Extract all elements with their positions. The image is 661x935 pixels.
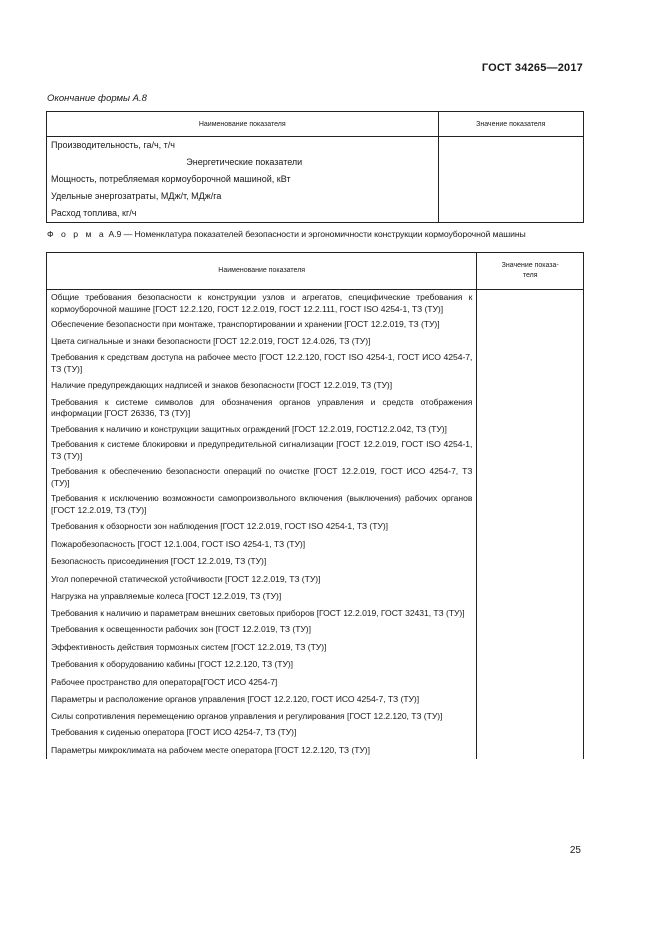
- list-item: Наличие предупреждающих надписей и знаков безопасности [ГОСТ 12.2.019, ТЗ (ТУ)]: [51, 380, 393, 390]
- list-item: Угол поперечной статической устойчивости [ГОСТ 12.2.019, ТЗ (ТУ)]: [51, 573, 321, 584]
- col-name-header: Наименование показателя: [47, 253, 477, 290]
- section-heading: Энергетические показатели: [186, 157, 303, 167]
- table-body-row: [47, 290, 584, 760]
- list-item: Безопасность присоединения [ГОСТ 12.2.019, ТЗ (ТУ)]: [51, 556, 267, 566]
- table-header-row: [47, 112, 584, 137]
- col-value-header-line1: Значение показа-: [501, 262, 559, 269]
- table-row: Производительность, га/ч, т/ч: [51, 140, 175, 150]
- list-item: Требования к системе блокировки и предупредительной сигнализации [ГОСТ 12.2.019, ГОСТ ISO 4254-1, ТЗ (ТУ)]: [51, 439, 473, 461]
- page-number: 25: [569, 845, 581, 856]
- form-a9-table: [46, 252, 584, 759]
- list-item: Цвета сигнальные и знаки безопасности [ГОСТ 12.2.019, ГОСТ 12.4.026, ТЗ (ТУ)]: [51, 335, 371, 346]
- list-item: Эффективность действия тормозных систем [ГОСТ 12.2.019, ТЗ (ТУ)]: [51, 641, 327, 652]
- list-item: Требования к исключению возможности самопроизвольного включения (выключения) рабочих органов [ГОСТ 12.2.019, ТЗ (ТУ)]: [51, 493, 473, 515]
- list-item: Нагрузка на управляемые колеса [ГОСТ 12.2.019, ТЗ (ТУ)]: [51, 591, 282, 601]
- form-a9-caption: [47, 229, 526, 239]
- form-a8-table: [46, 111, 584, 223]
- table-body-row: [47, 137, 584, 223]
- list-item: Силы сопротивления перемещению органов управления и регулирования [ГОСТ 12.2.120, ТЗ (ТУ)]: [51, 710, 443, 721]
- list-item: Требования к оборудованию кабины [ГОСТ 12.2.120, ТЗ (ТУ)]: [51, 659, 293, 669]
- list-item: Требования к обзорности зон наблюдения [ГОСТ 12.2.019, ГОСТ ISO 4254-1, ТЗ (ТУ)]: [51, 521, 388, 531]
- list-item: Требования к наличию и конструкции защитных ограждений [ГОСТ 12.2.019, ГОСТ12.2.042, ТЗ (ТУ)]: [51, 423, 447, 434]
- indicator-list: [47, 290, 476, 759]
- table-header-row: [47, 253, 584, 290]
- list-item: Общие требования безопасности к конструкции узлов и агрегатов, специфические требования к кормоуборочной машине [ГОСТ 12.2.120, ГОСТ 12.2.019, ГОСТ 12.2.111, ГОСТ ISO 4254-1, ТЗ (ТУ)]: [51, 292, 473, 314]
- list-item: Требования к системе символов для обозначения органов управления и средств отображения информации [ГОСТ 26336, ТЗ (ТУ)]: [51, 396, 473, 418]
- col-value-header: Значение показателя: [438, 112, 583, 137]
- form-a8-caption: Окончание формы А.8: [47, 93, 147, 104]
- list-item: Требования к обеспечению безопасности операций по очистке [ГОСТ 12.2.019, ГОСТ ИСО 4254-7, ТЗ (ТУ)]: [51, 466, 473, 488]
- value-cell: [438, 137, 583, 223]
- list-item: Параметры и расположение органов управления [ГОСТ 12.2.120, ГОСТ ИСО 4254-7, ТЗ (ТУ)]: [51, 694, 420, 704]
- list-item: Рабочее пространство для оператора[ГОСТ ИСО 4254-7]: [51, 676, 278, 687]
- name-cell: [47, 137, 439, 223]
- list-item: Обеспечение безопасности при монтаже, транспортировании и хранении [ГОСТ 12.2.019, ТЗ (ТУ)]: [51, 319, 440, 329]
- list-item: Пожаробезопасность [ГОСТ 12.1.004, ГОСТ ISO 4254-1, ТЗ (ТУ)]: [51, 538, 306, 549]
- col-value-header: [477, 253, 584, 290]
- table-row: Расход топлива, кг/ч: [51, 208, 137, 218]
- form-a9-caption-text: А.9 — Номенклатура показателей безопасности и эргономичности конструкции кормоуборочной машины: [106, 229, 526, 239]
- list-item: Параметры микроклимата на рабочем месте оператора [ГОСТ 12.2.120, ТЗ (ТУ)]: [51, 744, 370, 755]
- document-number: ГОСТ 34265—2017: [481, 62, 583, 74]
- table-row: Удельные энергозатраты, МДж/т, МДж/га: [51, 191, 222, 201]
- col-name-header: Наименование показателя: [47, 112, 439, 137]
- name-cell: [47, 290, 477, 760]
- col-value-header-line2: теля: [522, 272, 538, 279]
- table-row: Мощность, потребляемая кормоуборочной машиной, кВт: [51, 174, 291, 184]
- form-a9-caption-prefix: Ф о р м а: [47, 229, 107, 239]
- list-item: Требования к сиденью оператора [ГОСТ ИСО 4254-7, ТЗ (ТУ)]: [51, 727, 297, 737]
- value-cell: [477, 290, 584, 760]
- list-item: Требования к средствам доступа на рабочее место [ГОСТ 12.2.120, ГОСТ ISO 4254-1, ГОСТ ИСО 4254-7, ТЗ (ТУ)]: [51, 352, 473, 374]
- list-item: Требования к освещенности рабочих зон [ГОСТ 12.2.019, ТЗ (ТУ)]: [51, 624, 311, 634]
- list-item: Требования к наличию и параметрам внешних световых приборов [ГОСТ 12.2.019, ГОСТ 32431, ТЗ (ТУ)]: [51, 607, 465, 618]
